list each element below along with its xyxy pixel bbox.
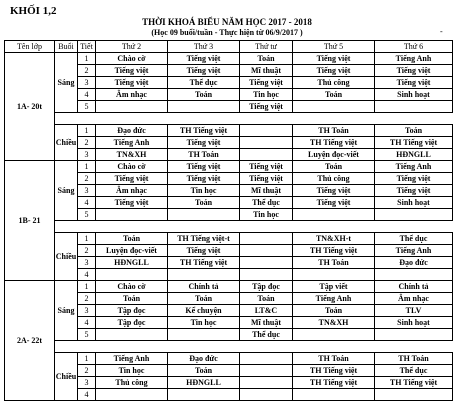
timetable: [4, 40, 453, 401]
subject-cell: [293, 329, 375, 341]
subject-cell: Tin học: [168, 317, 240, 329]
table-row: [5, 125, 453, 137]
gap-cell: [96, 221, 168, 233]
subject-cell: Tiếng Anh: [375, 53, 453, 65]
subject-cell: Tiếng việt: [240, 101, 293, 113]
period-cell: 1: [78, 161, 96, 173]
period-cell: 4: [78, 317, 96, 329]
subject-cell: [168, 269, 240, 281]
period-cell: 1: [78, 53, 96, 65]
subject-cell: Tiếng việt: [375, 65, 453, 77]
col-header-period: Tiết: [78, 41, 96, 53]
subject-cell: Âm nhạc: [96, 185, 168, 197]
subject-cell: HĐNGLL: [168, 377, 240, 389]
subject-cell: [293, 269, 375, 281]
subject-cell: [240, 353, 293, 365]
subject-cell: Toán: [168, 293, 240, 305]
subject-cell: [240, 149, 293, 161]
subject-cell: Tiếng việt: [168, 161, 240, 173]
period-cell: 3: [78, 257, 96, 269]
subject-cell: Tiếng việt: [375, 185, 453, 197]
subject-cell: Tiếng việt: [293, 185, 375, 197]
subject-cell: Thể dục: [240, 197, 293, 209]
gap-cell: [240, 221, 293, 233]
subject-cell: Tập đọc: [240, 281, 293, 293]
period-cell: 4: [78, 389, 96, 401]
subject-cell: [168, 209, 240, 221]
subject-cell: Tiếng việt: [240, 77, 293, 89]
subject-cell: [375, 209, 453, 221]
subject-cell: Tiếng việt: [168, 65, 240, 77]
subject-cell: [240, 377, 293, 389]
period-cell: 3: [78, 185, 96, 197]
col-header-wed: Thứ tư: [240, 41, 293, 53]
session-gap-row: [5, 341, 453, 353]
subject-cell: Mĩ thuật: [240, 185, 293, 197]
period-cell: 3: [78, 149, 96, 161]
subject-cell: Tiếng việt: [96, 65, 168, 77]
period-cell: 1: [78, 233, 96, 245]
timetable-title: THỜI KHOÁ BIỂU NĂM HỌC 2017 - 2018: [142, 17, 312, 27]
subject-cell: Toán: [168, 89, 240, 101]
subject-cell: Toán: [96, 293, 168, 305]
subject-cell: Thủ công: [293, 77, 375, 89]
subject-cell: Thể dục: [375, 233, 453, 245]
period-cell: 4: [78, 197, 96, 209]
subject-cell: Sinh hoạt: [375, 89, 453, 101]
period-cell: 5: [78, 209, 96, 221]
subject-cell: Tập viết: [293, 281, 375, 293]
subject-cell: Tiếng việt: [293, 53, 375, 65]
subject-cell: [168, 329, 240, 341]
subject-cell: TH Toán: [293, 353, 375, 365]
subject-cell: Thể dục: [375, 365, 453, 377]
subject-cell: Toán: [240, 53, 293, 65]
subject-cell: [240, 269, 293, 281]
subject-cell: TH Toán: [293, 125, 375, 137]
subject-cell: Toán: [293, 305, 375, 317]
subject-cell: Tiếng việt: [240, 173, 293, 185]
period-cell: 5: [78, 101, 96, 113]
period-cell: 2: [78, 293, 96, 305]
subject-cell: Tiếng Anh: [375, 161, 453, 173]
subject-cell: Tiếng việt: [96, 77, 168, 89]
subject-cell: Thủ công: [293, 173, 375, 185]
gap-cell: [168, 341, 240, 353]
subject-cell: TH Tiếng việt: [375, 377, 453, 389]
subject-cell: Chính tả: [375, 281, 453, 293]
subject-cell: Toán: [168, 197, 240, 209]
subject-cell: Tiếng việt: [168, 53, 240, 65]
col-header-thu: Thứ 5: [293, 41, 375, 53]
class-name-cell: 2A- 22t: [5, 281, 55, 401]
period-cell: 4: [78, 269, 96, 281]
class-name-cell: 1B- 21: [5, 161, 55, 281]
subject-cell: Thể dục: [240, 329, 293, 341]
gap-cell: [96, 113, 168, 125]
subject-cell: [293, 101, 375, 113]
subject-cell: Chính tả: [168, 281, 240, 293]
subject-cell: Mĩ thuật: [240, 317, 293, 329]
subject-cell: TH Tiếng việt: [293, 377, 375, 389]
session-gap-row: [5, 113, 453, 125]
subject-cell: Tiếng việt: [96, 173, 168, 185]
subject-cell: Tiếng việt: [375, 173, 453, 185]
subject-cell: [375, 329, 453, 341]
subject-cell: [375, 389, 453, 401]
subject-cell: TH Tiếng việt: [293, 365, 375, 377]
gap-cell: [55, 113, 78, 125]
period-cell: 3: [78, 305, 96, 317]
gap-cell: [168, 221, 240, 233]
period-cell: 2: [78, 65, 96, 77]
subject-cell: HĐNGLL: [375, 149, 453, 161]
subject-cell: Tin học: [240, 89, 293, 101]
gap-cell: [293, 113, 375, 125]
session-cell: Chiều: [55, 233, 78, 281]
subject-cell: TH Tiếng việt-t: [168, 233, 240, 245]
col-header-mon: Thứ 2: [96, 41, 168, 53]
subject-cell: Đạo đức: [96, 125, 168, 137]
header-row: [5, 41, 453, 53]
gap-cell: [375, 341, 453, 353]
subject-cell: TLV: [375, 305, 453, 317]
gap-cell: [240, 341, 293, 353]
subject-cell: Tập đọc: [96, 305, 168, 317]
subject-cell: Tiếng Anh: [375, 245, 453, 257]
subject-cell: Toán: [96, 233, 168, 245]
timetable-body: [5, 53, 453, 401]
subject-cell: [168, 101, 240, 113]
gap-cell: [96, 341, 168, 353]
session-cell: Sáng: [55, 161, 78, 221]
subject-cell: Tiếng việt: [96, 197, 168, 209]
table-row: [5, 53, 453, 65]
subject-cell: [240, 245, 293, 257]
subject-cell: Tin học: [96, 365, 168, 377]
subject-cell: Toán: [293, 89, 375, 101]
subject-cell: Tiếng Anh: [293, 293, 375, 305]
subject-cell: TH Tiếng việt: [375, 137, 453, 149]
subject-cell: HĐNGLL: [96, 257, 168, 269]
subject-cell: TN&XH: [96, 149, 168, 161]
table-row: [5, 161, 453, 173]
subject-cell: TN&XH: [293, 317, 375, 329]
subject-cell: Tiếng việt: [168, 245, 240, 257]
subject-cell: Sinh hoạt: [375, 197, 453, 209]
subject-cell: Đạo đức: [168, 353, 240, 365]
subject-cell: Tiếng Anh: [96, 353, 168, 365]
subject-cell: Tiếng việt: [293, 65, 375, 77]
col-header-class: Tên lớp: [5, 41, 55, 53]
subject-cell: Chào cờ: [96, 53, 168, 65]
subject-cell: TH Tiếng việt: [293, 137, 375, 149]
subject-cell: [96, 389, 168, 401]
col-header-session: Buổi: [55, 41, 78, 53]
subject-cell: Tiếng việt: [168, 173, 240, 185]
subject-cell: [293, 209, 375, 221]
subject-cell: [293, 389, 375, 401]
grade-heading: KHỐI 1,2: [10, 5, 57, 17]
period-cell: 2: [78, 173, 96, 185]
subject-cell: TH Tiếng việt: [168, 125, 240, 137]
subject-cell: Đạo đức: [375, 257, 453, 269]
period-cell: 3: [78, 377, 96, 389]
gap-cell: [293, 221, 375, 233]
subject-cell: Luyện đọc-viết: [96, 245, 168, 257]
gap-cell: [55, 341, 78, 353]
subject-cell: Tiếng việt: [375, 77, 453, 89]
period-cell: 2: [78, 365, 96, 377]
subject-cell: Thủ công: [96, 377, 168, 389]
gap-cell: [55, 221, 78, 233]
col-header-fri: Thứ 6: [375, 41, 453, 53]
session-cell: Sáng: [55, 281, 78, 341]
subject-cell: Tập đọc: [96, 317, 168, 329]
subject-cell: [240, 125, 293, 137]
period-cell: 5: [78, 329, 96, 341]
class-name-cell: 1A- 20t: [5, 53, 55, 161]
subject-cell: TH Toán: [293, 257, 375, 269]
period-cell: 1: [78, 281, 96, 293]
subject-cell: Mĩ thuật: [240, 65, 293, 77]
subject-cell: [240, 389, 293, 401]
gap-cell: [78, 221, 96, 233]
period-cell: 1: [78, 125, 96, 137]
gap-cell: [168, 113, 240, 125]
subject-cell: Sinh hoạt: [375, 317, 453, 329]
subject-cell: TH Tiếng việt: [293, 245, 375, 257]
period-cell: 4: [78, 89, 96, 101]
subject-cell: TN&XH-t: [293, 233, 375, 245]
subject-cell: Tiếng việt: [240, 161, 293, 173]
subject-cell: Toán: [293, 161, 375, 173]
subject-cell: Kể chuyện: [168, 305, 240, 317]
subject-cell: [375, 101, 453, 113]
period-cell: 3: [78, 77, 96, 89]
session-cell: Sáng: [55, 53, 78, 113]
period-cell: 2: [78, 245, 96, 257]
subject-cell: Tin học: [240, 209, 293, 221]
col-header-tue: Thứ 3: [168, 41, 240, 53]
gap-cell: [375, 113, 453, 125]
subject-cell: TH Toán: [168, 149, 240, 161]
gap-cell: [78, 113, 96, 125]
table-row: [5, 353, 453, 365]
subject-cell: Tiếng việt: [293, 197, 375, 209]
subject-cell: [240, 137, 293, 149]
subject-cell: Tiếng Anh: [96, 137, 168, 149]
subject-cell: Toán: [168, 365, 240, 377]
subject-cell: [240, 365, 293, 377]
period-cell: 1: [78, 353, 96, 365]
subject-cell: Thể dục: [168, 77, 240, 89]
gap-cell: [240, 113, 293, 125]
subject-cell: [168, 389, 240, 401]
subject-cell: Toán: [375, 125, 453, 137]
subject-cell: TH Toán: [375, 353, 453, 365]
timetable-subtitle: (Học 09 buổi/tuần - Thực hiện từ 06/9/2017 ): [151, 28, 303, 37]
subject-cell: [240, 233, 293, 245]
table-row: [5, 233, 453, 245]
subject-cell: Chào cờ: [96, 161, 168, 173]
subject-cell: [240, 257, 293, 269]
table-row: [5, 281, 453, 293]
subject-cell: LT&C: [240, 305, 293, 317]
subject-cell: Tiếng việt: [168, 137, 240, 149]
subject-cell: Tin học: [168, 185, 240, 197]
session-gap-row: [5, 221, 453, 233]
period-cell: 2: [78, 137, 96, 149]
stray-mark: -: [440, 27, 443, 36]
subject-cell: [96, 329, 168, 341]
subject-cell: [96, 209, 168, 221]
session-cell: Chiều: [55, 125, 78, 161]
session-cell: Chiều: [55, 353, 78, 401]
subject-cell: Âm nhạc: [375, 293, 453, 305]
subject-cell: Chào cờ: [96, 281, 168, 293]
subject-cell: Toán: [240, 293, 293, 305]
subject-cell: Luyện đọc-viết: [293, 149, 375, 161]
gap-cell: [78, 341, 96, 353]
subject-cell: Âm nhạc: [96, 89, 168, 101]
gap-cell: [375, 221, 453, 233]
subject-cell: [375, 269, 453, 281]
subject-cell: [96, 101, 168, 113]
subject-cell: TH Tiếng việt: [168, 257, 240, 269]
subject-cell: [96, 269, 168, 281]
gap-cell: [293, 341, 375, 353]
